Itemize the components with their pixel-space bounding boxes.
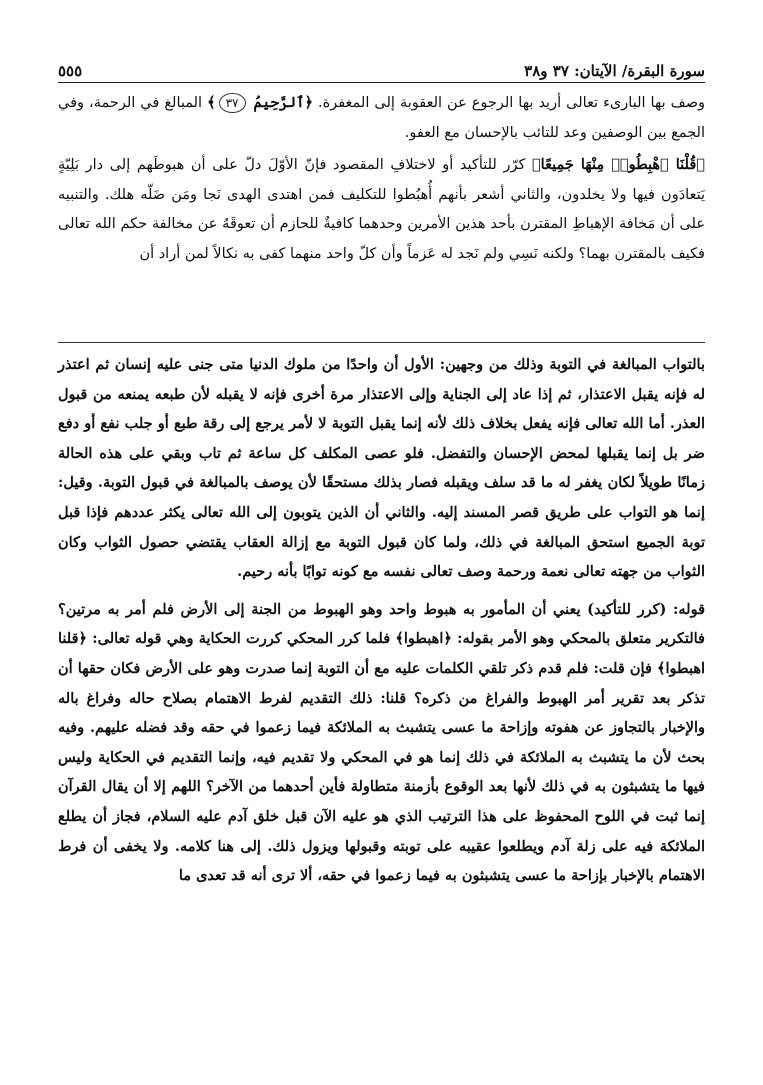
page-number: ٥٥٥ [58,62,83,80]
main-paragraph-1 [58,88,705,148]
note-paragraph-2 [58,595,705,891]
main-text-1b: المبالغ في الرحمة، وفي الجمع بين الوصفين وعد للتائب بالإحسان مع العفو. [58,95,705,141]
verse-fragment: ﴿ٱلرَّحِيمُ [253,94,313,111]
main-text [58,88,705,271]
note-keyword: قوله: [673,600,705,618]
note-paragraph-1: بالتواب المبالغة في التوبة وذلك من وجهين: الأول أن واحدًا من ملوك الدنيا متى جنى عليه إنسان ثم اعتذر له فإنه يقبل الاعتذار، ثم إذا عاد إلى الجناية وإلى الاعتذار مرة أخرى فإنه لا يقبله لأن طبعه يمنعه من قبول العذر. أما الله تعالى فإنه يفعل بخلاف ذلك لأنه إنما يقبل التوبة لا لأمر يرجع إلى رقة طبع أو جلب نفع أو دفع ضر بل إنما يقبلها لمحض الإحسان والتفضل. فلو عصى المكلف كل ساعة ثم تاب وبقي على هذه الحالة زمانًا طويلاً لكان يغفر له ما قد سلف ويقبله فصار بذلك مستحقًا لأن يوصف بالمبالغة في قبول التوبة. وقيل: إنما هو التواب على طريق قصر المسند إليه. والثاني أن الذين يتوبون إلى الله تعالى يكثر عددهم فإذا قبل توبة الجميع استحق المبالغة في ذلك، ولما كان قبول التوبة مع إزالة العقاب يقتضي حصول الثواب وكان الثواب من جهته تعالى نعمة ورحمة وصف تعالى نفسه مع كونه توابًا بأنه رحيم. [58,356,705,581]
note-text-2: (كرر للتأكيد) يعني أن المأمور به هبوط واحد وهو الهبوط من الجنة إلى الأرض فلم أمر به مرتين؟ فالتكرير متعلق بالمحكي وهو الأمر بقوله: ﴿اهبطوا﴾ فلما كرر المحكي كررت الحكاية وهي قوله تعالى: ﴿قلنا اهبطوا﴾ فإن قلت: فلم قدم ذكر تلقي الكلمات عليه مع أن التوبة إنما صدرت وهو على الأرض فكان حقها أن تذكر بعد تقرير أمر الهبوط والفراغ من ذكره؟ قلنا: ذلك التقديم لفرط الاهتمام بصلاح حاله وفراغ باله والإخبار بالتجاوز عن هفوته وإزاحة ما عسى يتشبث به الملائكة فيما زعموا في حقه وقد فضله عليهم. وفيه بحث لأن ما يتشبث به الملائكة في ذلك إنما هو في المحكي ولا تقديم فيه، وإنما التقديم في الحكاية وليس فيها ما يتشبثون به في ذلك لأنها بعد الوقوع بأزمنة متطاولة فأين أحدهما من الآخر؟ اللهم إلا أن يقال القرآن إنما ثبت في اللوح المحفوظ على هذا الترتيب الذي هو عليه الآن قبل خلق آدم عليه السلام، فجاز أن يطلع الملائكة فيه على زلة آدم ويطلعوا عقيبه على توبته وقبولها ويزول ذلك. إلى هنا كلامه. ولا يخفى أن فرط الاهتمام بالإخبار بإزاحة ما عسى يتشبثون به فيما زعموا في حقه، ألا ترى أنه قد تعدى ما [58,600,705,885]
main-text-2: كرّر للتأكيد أو لاختلافِ المقصود فإنّ الأوّلَ دلّ على أن هبوطَهم إلى دار بَلِيّةٍ يَتعادَون فيها ولا يخلدون، والثاني أشعر بأنهم أُهبُطوا للتكليف فمن اهتدى الهدى نَجا ومَن ضَلّه هلك. والتنبيه على أن مَخافة الإهباطِ المقترن بأحد هذين الأمرين وحدهما كافيةٌ للحازم أن تعوقَهُ عن مخالفة حكم الله تعالى فكيف بالمقترن بهما؟ ولكنه نَسِي ولم نَجد له عَزماً وأن كلّ واحد منهما كفى به نكالاً لمن أراد أن [58,157,705,262]
main-paragraph-2 [58,150,705,269]
commentary-notes [58,350,705,899]
footnote-divider [58,342,705,343]
verse-quote: ﴿قُلْنَا ٱهْبِطُوا۟ مِنْهَا جَمِيعًا﴾ [531,156,705,173]
page-header [58,46,705,80]
verse-number-marker: ٣٧ [219,93,246,113]
main-text-1a: وصف بها البارىء تعالى أريد بها الرجوع عن العقوبة إلى المغفرة. [318,95,706,111]
surah-title: سورة البقرة/ الآيتان: ٣٧ و٣٨ [524,62,705,80]
verse-bracket: ﴾ [207,94,216,111]
header-rule [58,82,705,83]
